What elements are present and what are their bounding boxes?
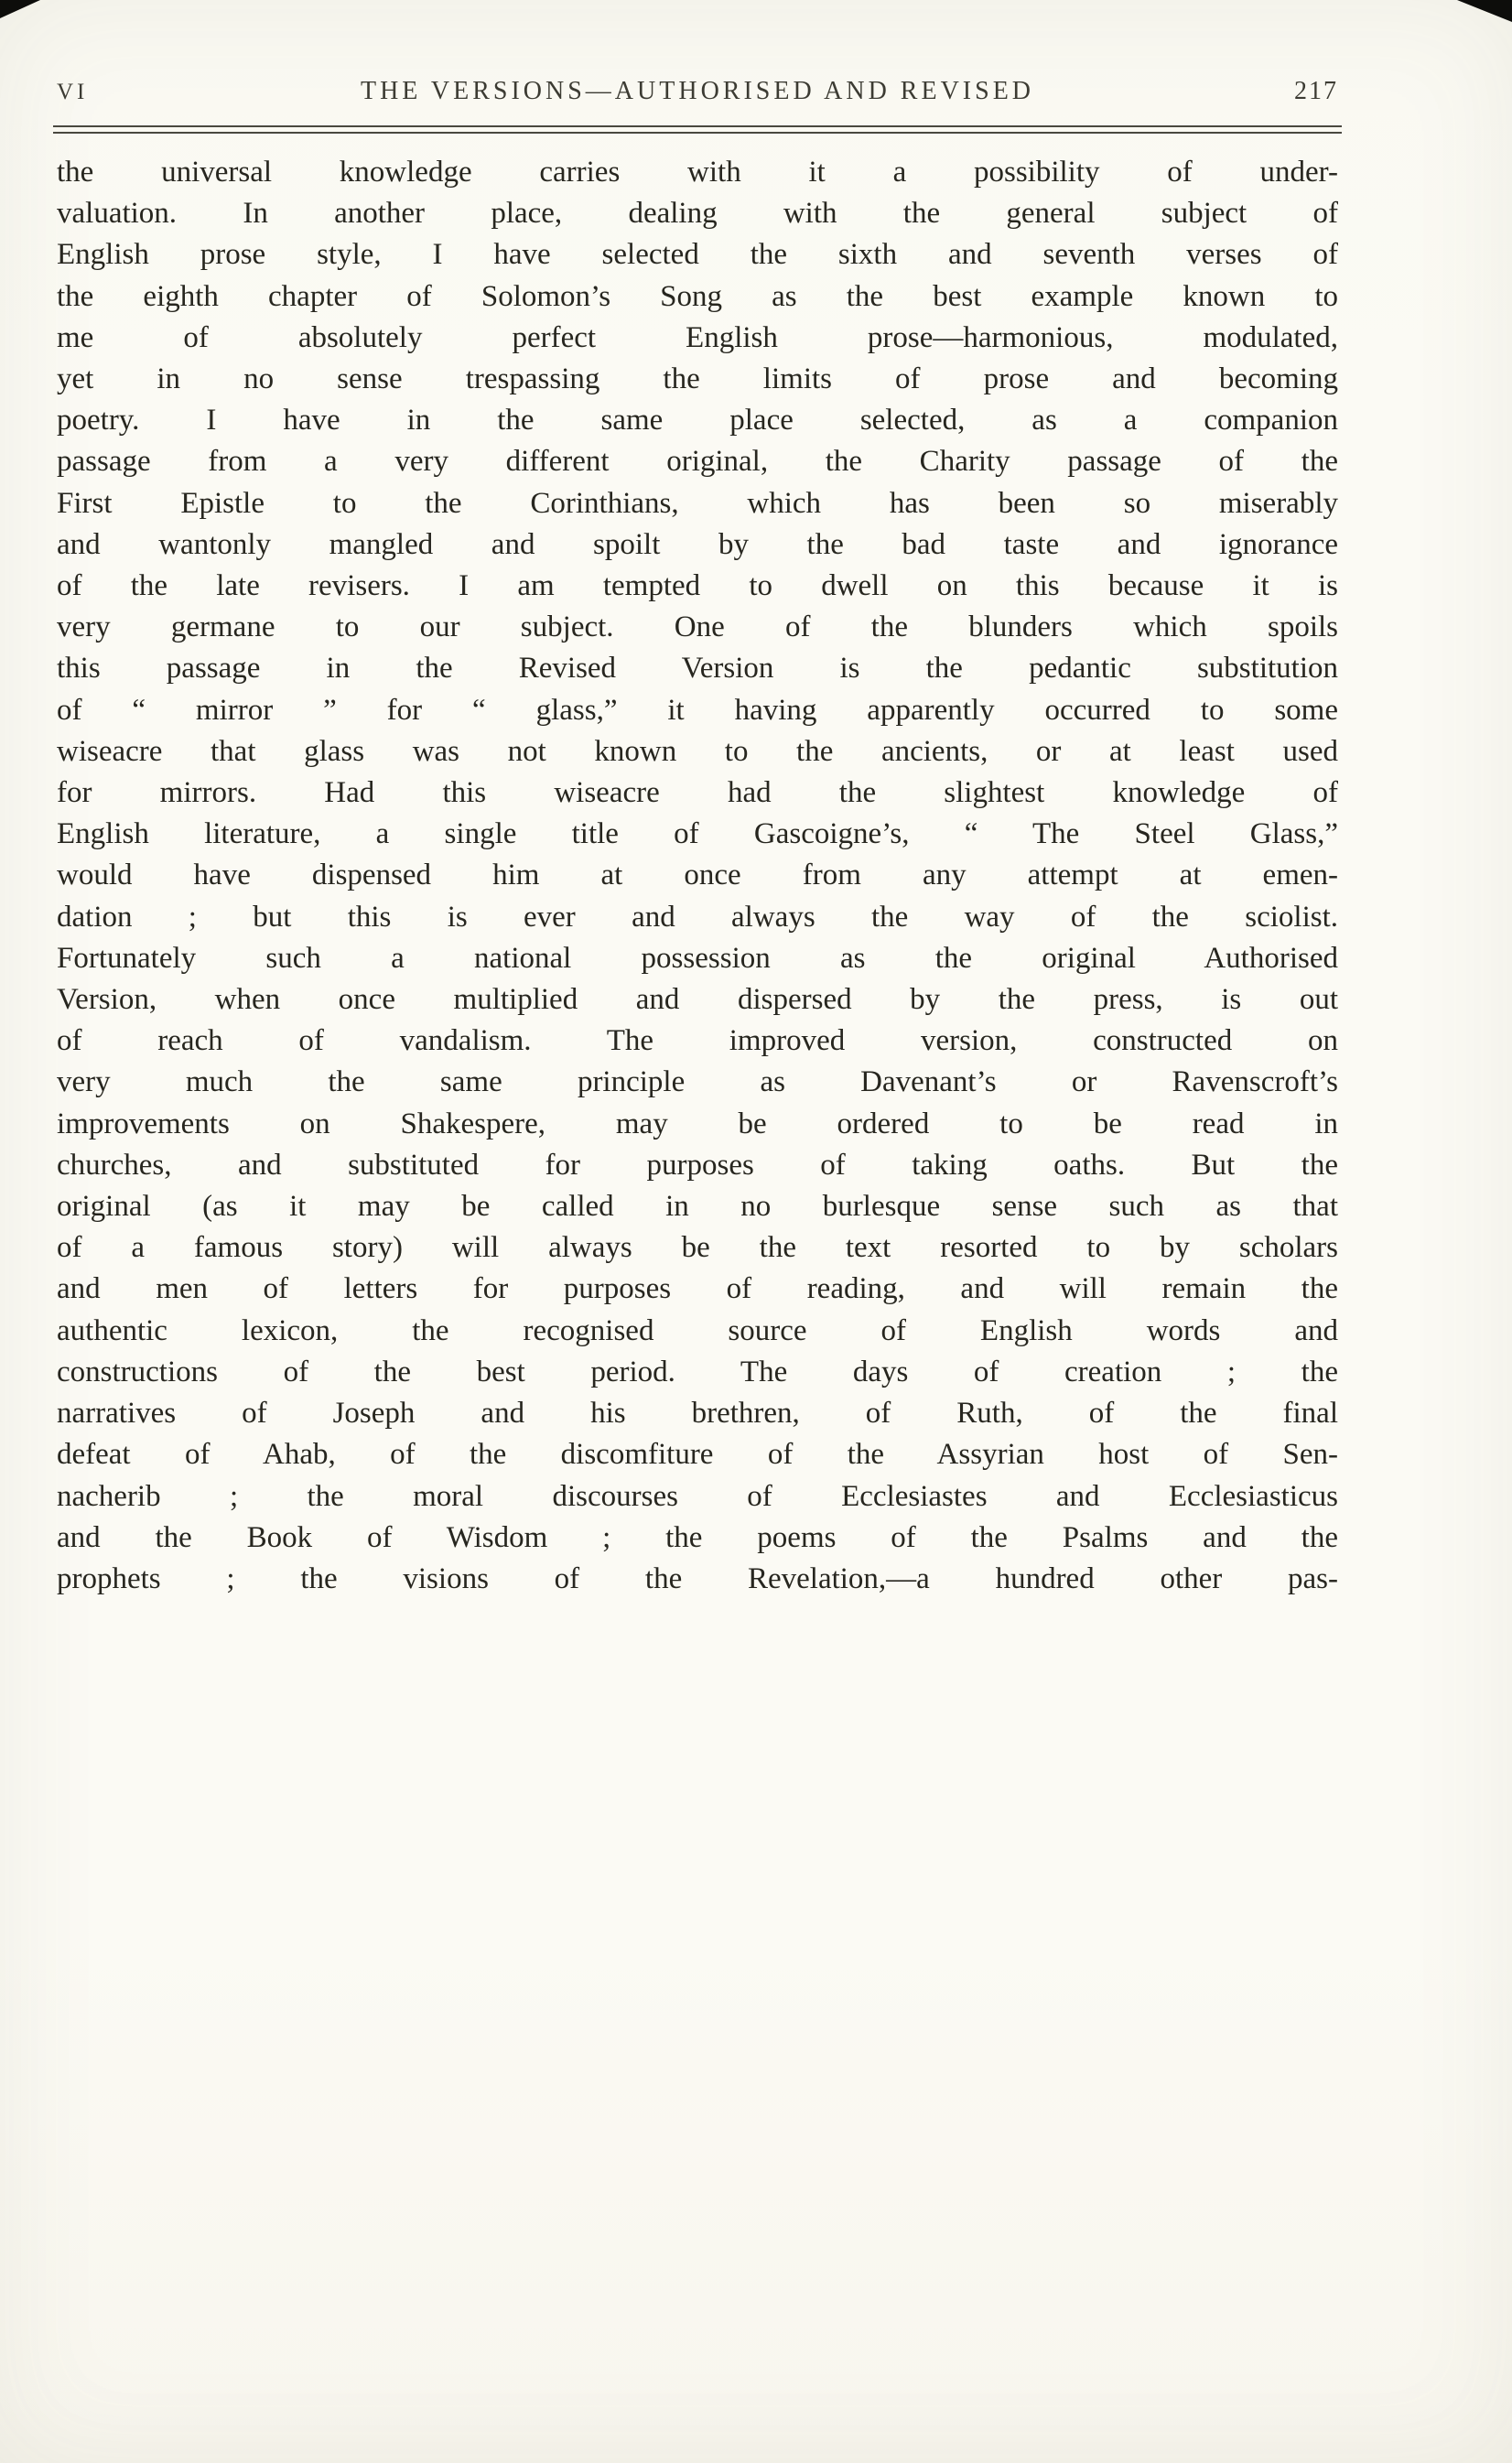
text-line: and the Book of Wisdom ; the poems of the Psalms and the: [57, 1520, 1338, 1554]
text-line: of “ mirror ” for “ glass,” it having apparently occurred to some: [57, 693, 1338, 727]
text-line: authentic lexicon, the recognised source of English words and: [57, 1313, 1338, 1347]
text-line: defeat of Ahab, of the discomfiture of the Assyrian host of Sen-: [57, 1438, 1338, 1472]
text-line: would have dispensed him at once from any attempt at emen-: [57, 859, 1338, 892]
text-line: wiseacre that glass was not known to the ancients, or at least used: [57, 734, 1338, 768]
text-line: very much the same principle as Davenant’s or Ravenscroft’s: [57, 1065, 1338, 1099]
text-line: and men of letters for purposes of reading, and will remain the: [57, 1272, 1338, 1306]
text-line: of reach of vandalism. The improved version, constructed on: [57, 1024, 1338, 1058]
text-line: nacherib ; the moral discourses of Ecclesiastes and Ecclesiasticus: [57, 1479, 1338, 1513]
running-title: THE VERSIONS—AUTHORISED AND REVISED: [360, 77, 1035, 105]
page-number: 217: [1294, 77, 1338, 105]
text-line: poetry. I have in the same place selected, as a companion: [57, 404, 1338, 438]
text-line: for mirrors. Had this wiseacre had the slightest knowledge of: [57, 776, 1338, 810]
text-line: English literature, a single title of Gascoigne’s, “ The Steel Glass,”: [57, 817, 1338, 851]
text-line: the universal knowledge carries with it a possibility of under-: [57, 156, 1338, 189]
running-head: [57, 77, 1338, 106]
text-line: prophets ; the visions of the Revelation,—a hundred other pas-: [57, 1561, 1338, 1595]
text-line: passage from a very different original, the Charity passage of the: [57, 445, 1338, 479]
text-line: this passage in the Revised Version is the pedantic substitution: [57, 652, 1338, 686]
text-line: original (as it may be called in no burlesque sense such as that: [57, 1190, 1338, 1224]
text-line: Fortunately such a national possession as the original Authorised: [57, 941, 1338, 975]
text-line: English prose style, I have selected the sixth and seventh verses of: [57, 238, 1338, 272]
text-line: narratives of Joseph and his brethren, of Ruth, of the final: [57, 1397, 1338, 1431]
text-line: improvements on Shakespere, may be ordered to be read in: [57, 1107, 1338, 1140]
header-rule: [53, 125, 1342, 134]
text-line: constructions of the best period. The days of creation ; the: [57, 1355, 1338, 1388]
signature-mark: VI: [57, 80, 89, 104]
text-line: very germane to our subject. One of the blunders which spoils: [57, 610, 1338, 644]
text-line: Version, when once multiplied and dispersed by the press, is out: [57, 983, 1338, 1017]
scan-artifact-top-left: [0, 0, 40, 18]
text-line: me of absolutely perfect English prose—harmonious, modulated,: [57, 320, 1338, 354]
text-line: and wantonly mangled and spoilt by the bad taste and ignorance: [57, 527, 1338, 561]
text-block: [57, 152, 1338, 1600]
scan-artifact-top-right: [1457, 0, 1512, 22]
text-line: valuation. In another place, dealing with the general subject of: [57, 197, 1338, 231]
text-line: yet in no sense trespassing the limits of prose and becoming: [57, 362, 1338, 396]
text-line: dation ; but this is ever and always the way of the sciolist.: [57, 900, 1338, 934]
text-line: First Epistle to the Corinthians, which has been so miserably: [57, 486, 1338, 520]
text-line: of a famous story) will always be the text resorted to by scholars: [57, 1231, 1338, 1265]
text-line: the eighth chapter of Solomon’s Song as the best example known to: [57, 279, 1338, 313]
text-line: of the late revisers. I am tempted to dwell on this because it is: [57, 569, 1338, 603]
text-line: churches, and substituted for purposes of taking oaths. But the: [57, 1148, 1338, 1182]
